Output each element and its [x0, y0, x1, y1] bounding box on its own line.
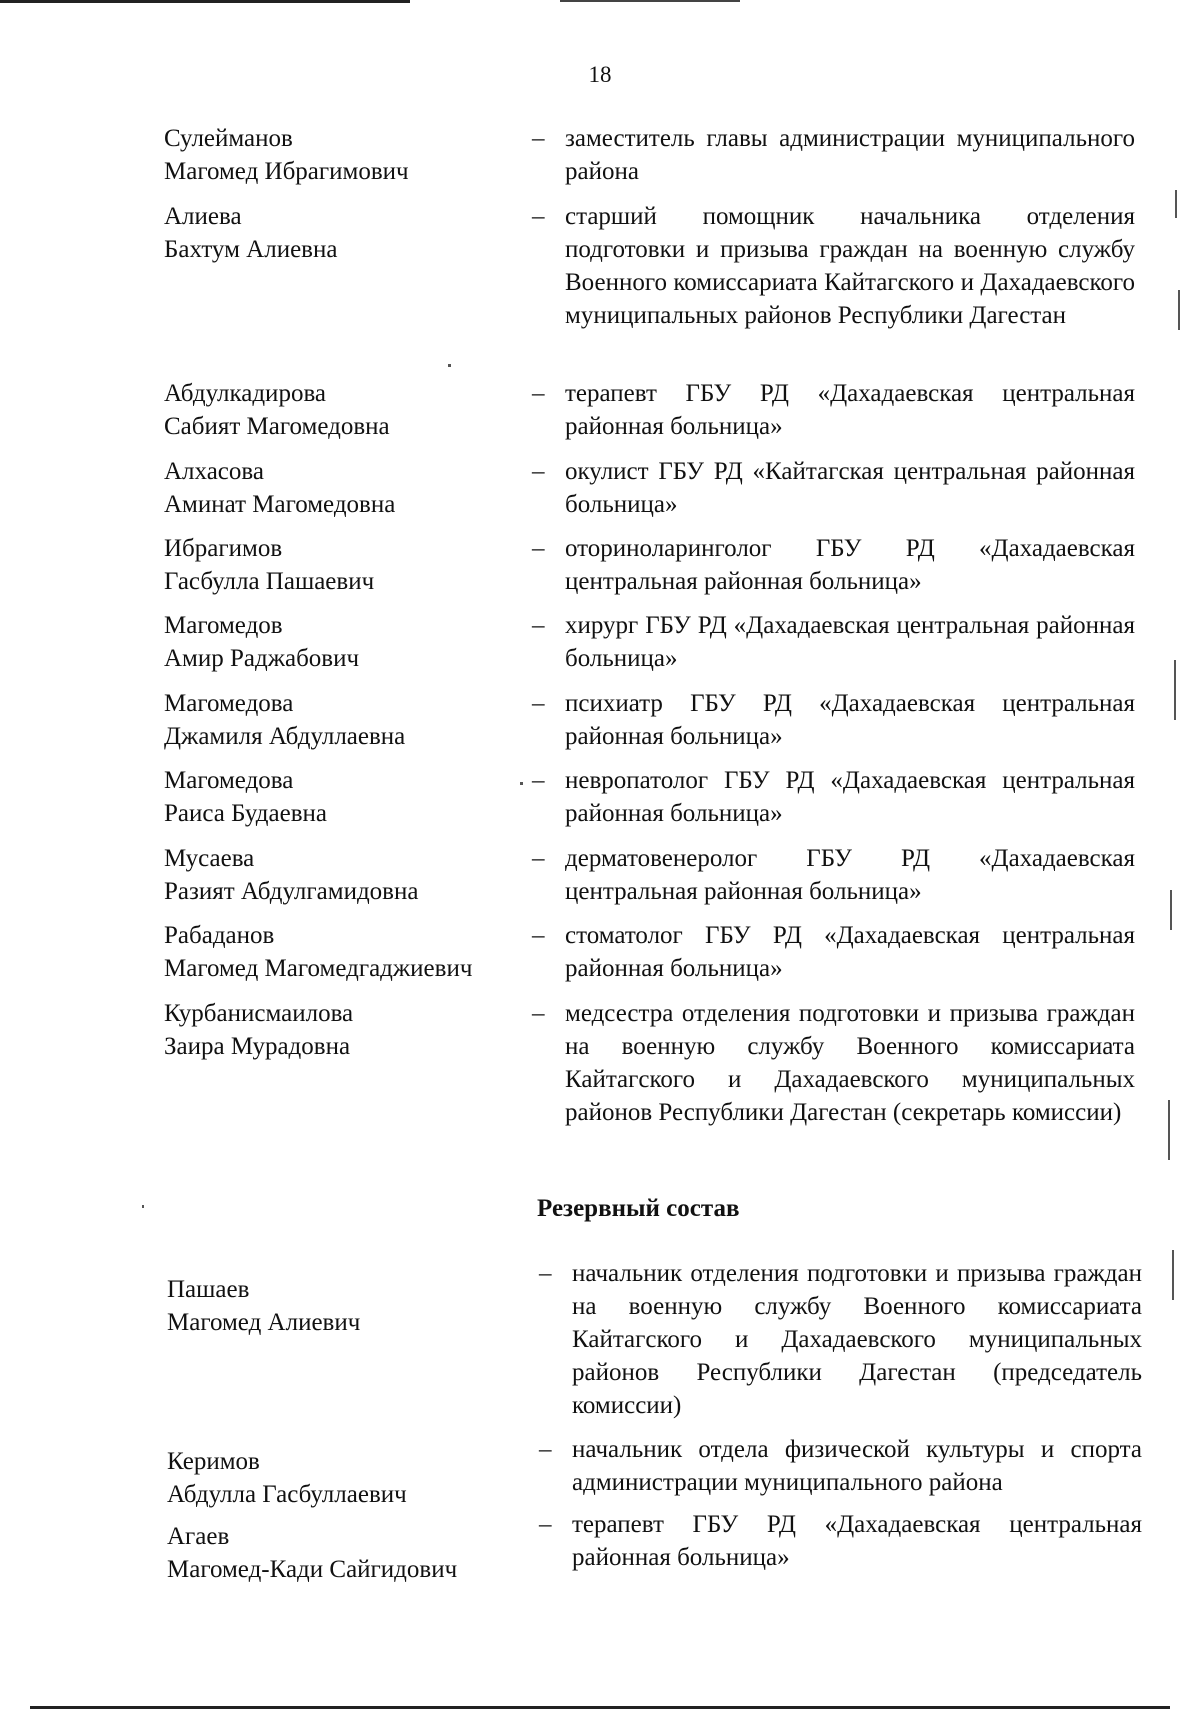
dash: – [532, 458, 545, 485]
member-role: оториноларинголог ГБУ РД «Дахадаевская центральная районная больница» [565, 535, 1135, 595]
scan-speck [1175, 190, 1177, 218]
surname: Керимов [167, 1448, 260, 1475]
given-names: Бахтум Алиевна [164, 236, 338, 263]
dash: – [532, 380, 545, 407]
given-names: Раиса Будаевна [164, 800, 327, 827]
member-name [164, 919, 534, 985]
scan-speck [520, 782, 523, 785]
scan-speck [1172, 1250, 1174, 1300]
member-name [164, 200, 534, 266]
dash: – [532, 845, 545, 872]
member-role: начальник отделения подготовки и призыва граждан на военную службу Военного комиссариата Кайтагского и Дахадаевского муниципальных районов Республики Дагестан (председатель комиссии) [572, 1260, 1142, 1419]
dash: – [532, 535, 545, 562]
member-role: начальник отдела физической культуры и спорта администрации муниципального района [572, 1436, 1142, 1496]
section-title-reserve: Резервный состав [537, 1195, 740, 1222]
member-role: заместитель главы администрации муниципального района [565, 125, 1135, 185]
member-name [164, 609, 534, 675]
member-role: хирург ГБУ РД «Дахадаевская центральная районная больница» [565, 612, 1135, 672]
member-name [167, 1445, 537, 1511]
given-names: Сабият Магомедовна [164, 413, 390, 440]
dash: – [532, 125, 545, 152]
given-names: Магомед Магомедгаджиевич [164, 955, 473, 982]
dash: – [539, 1260, 552, 1287]
dash: – [532, 922, 545, 949]
scan-speck [142, 1205, 144, 1208]
member-name [164, 377, 534, 443]
dash: – [532, 690, 545, 717]
member-name [164, 122, 534, 188]
surname: Ибрагимов [164, 535, 283, 562]
surname: Алиева [164, 203, 242, 230]
member-name [164, 764, 534, 830]
given-names: Разият Абдулгамидовна [164, 878, 419, 905]
given-names: Магомед-Кади Сайгидович [167, 1556, 458, 1583]
given-names: Заира Мурадовна [164, 1033, 351, 1060]
scan-edge-top [0, 0, 410, 3]
dash: – [539, 1511, 552, 1538]
dash: – [532, 612, 545, 639]
member-name [164, 532, 534, 598]
member-role: психиатр ГБУ РД «Дахадаевская центральная районная больница» [565, 690, 1135, 750]
dash: – [532, 203, 545, 230]
scan-speck [1168, 1100, 1170, 1160]
surname: Абдулкадирова [164, 380, 327, 407]
member-name [164, 455, 534, 521]
surname: Магомедова [164, 767, 294, 794]
given-names: Аминат Магомедовна [164, 491, 396, 518]
page-number: 18 [588, 62, 612, 87]
surname: Рабаданов [164, 922, 275, 949]
member-role: старший помощник начальника отделения подготовки и призыва граждан на военную службу Военного комиссариата Кайтагского и Дахадаевского муниципальных районов Республики Дагестан [565, 203, 1135, 329]
given-names: Абдулла Гасбуллаевич [167, 1481, 407, 1508]
surname: Мусаева [164, 845, 255, 872]
member-role: терапевт ГБУ РД «Дахадаевская центральная районная больница» [572, 1511, 1142, 1571]
member-name [167, 1273, 537, 1339]
scan-edge-top-fragment [560, 0, 740, 2]
member-role: дерматовенеролог ГБУ РД «Дахадаевская центральная районная больница» [565, 845, 1135, 905]
surname: Магомедова [164, 690, 294, 717]
member-name [164, 687, 534, 753]
given-names: Магомед Алиевич [167, 1309, 361, 1336]
member-name [164, 842, 534, 908]
given-names: Амир Раджабович [164, 645, 360, 672]
surname: Агаев [167, 1523, 230, 1550]
member-name [164, 997, 534, 1063]
scan-speck [1178, 290, 1180, 330]
member-role: медсестра отделения подготовки и призыва граждан на военную службу Военного комиссариата Кайтагского и Дахадаевского муниципальных районов Республики Дагестан (секретарь комиссии) [565, 1000, 1135, 1126]
member-role: терапевт ГБУ РД «Дахадаевская центральная районная больница» [565, 380, 1135, 440]
given-names: Джамиля Абдуллаевна [164, 723, 406, 750]
member-role: стоматолог ГБУ РД «Дахадаевская центральная районная больница» [565, 922, 1135, 982]
dash: – [532, 767, 545, 794]
scan-speck [448, 364, 451, 367]
surname: Магомедов [164, 612, 283, 639]
dash: – [532, 1000, 545, 1027]
given-names: Магомед Ибрагимович [164, 158, 409, 185]
scan-speck [1174, 660, 1176, 720]
surname: Пашаев [167, 1276, 250, 1303]
member-role: окулист ГБУ РД «Кайтагская центральная районная больница» [565, 458, 1135, 518]
surname: Сулейманов [164, 125, 293, 152]
member-name [167, 1520, 537, 1586]
given-names: Гасбулла Пашаевич [164, 568, 375, 595]
member-role: невропатолог ГБУ РД «Дахадаевская центральная районная больница» [565, 767, 1135, 827]
surname: Курбанисмаилова [164, 1000, 354, 1027]
scan-speck [1170, 890, 1172, 930]
surname: Алхасова [164, 458, 264, 485]
dash: – [539, 1436, 552, 1463]
